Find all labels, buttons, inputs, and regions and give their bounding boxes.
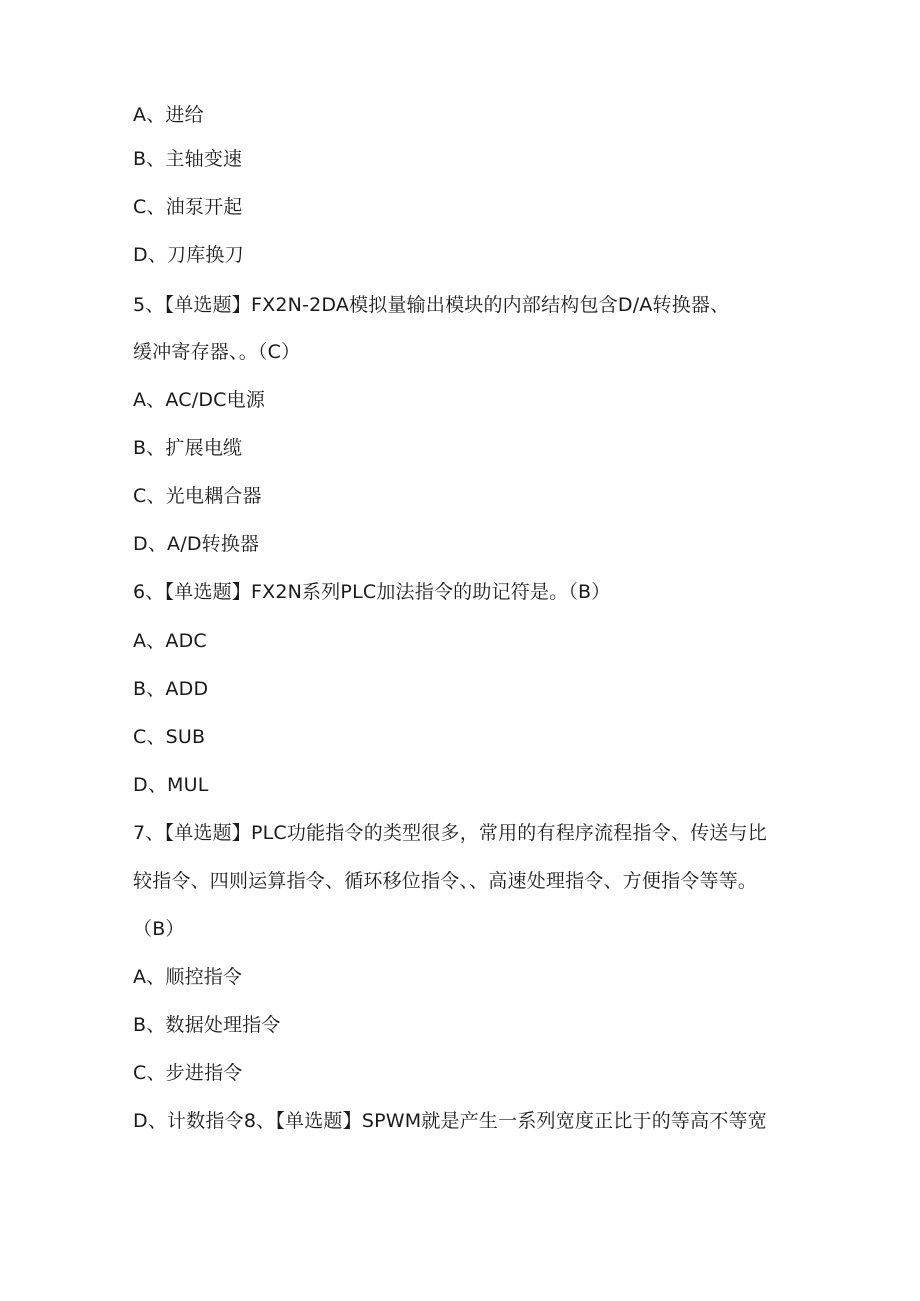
question-6-text: 6、【单选题】FX2N系列PLC加法指令的助记符是。（B） [133,581,611,603]
option-d-line: D、A/D转换器 [133,533,260,555]
option-b-line: B、数据处理指令 [133,1014,281,1036]
option-c-line: C、光电耦合器 [133,485,262,507]
question-7-text: 7、【单选题】PLC功能指令的类型很多，常用的有程序流程指令、传送与比 [133,822,767,844]
option-b-line: B、ADD [133,678,209,700]
option-d-line: D、计数指令8、【单选题】SPWM就是产生一系列宽度正比于的等高不等宽 [133,1110,767,1132]
option-d-line: D、刀库换刀 [133,244,244,266]
option-b-line: B、扩展电缆 [133,437,243,459]
question-5-text: 5、【单选题】FX2N-2DA模拟量输出模块的内部结构包含D/A转换器、 [133,294,730,316]
question-5-text-cont: 缓冲寄存器、。（C） [133,341,301,363]
option-a-line: A、进给 [133,104,204,126]
option-d-line: D、MUL [133,774,209,796]
option-c-line: C、油泵开起 [133,196,243,218]
option-a-line: A、ADC [133,630,207,652]
option-a-line: A、AC/DC电源 [133,389,266,411]
option-a-line: A、顺控指令 [133,966,243,988]
question-7-answer: （B） [133,918,185,940]
question-7-text-cont: 较指令、四则运算指令、循环移位指令、、高速处理指令、方便指令等等。 [133,870,758,892]
option-b-line: B、主轴变速 [133,148,243,170]
option-c-line: C、SUB [133,726,206,748]
option-c-line: C、步进指令 [133,1062,243,1084]
